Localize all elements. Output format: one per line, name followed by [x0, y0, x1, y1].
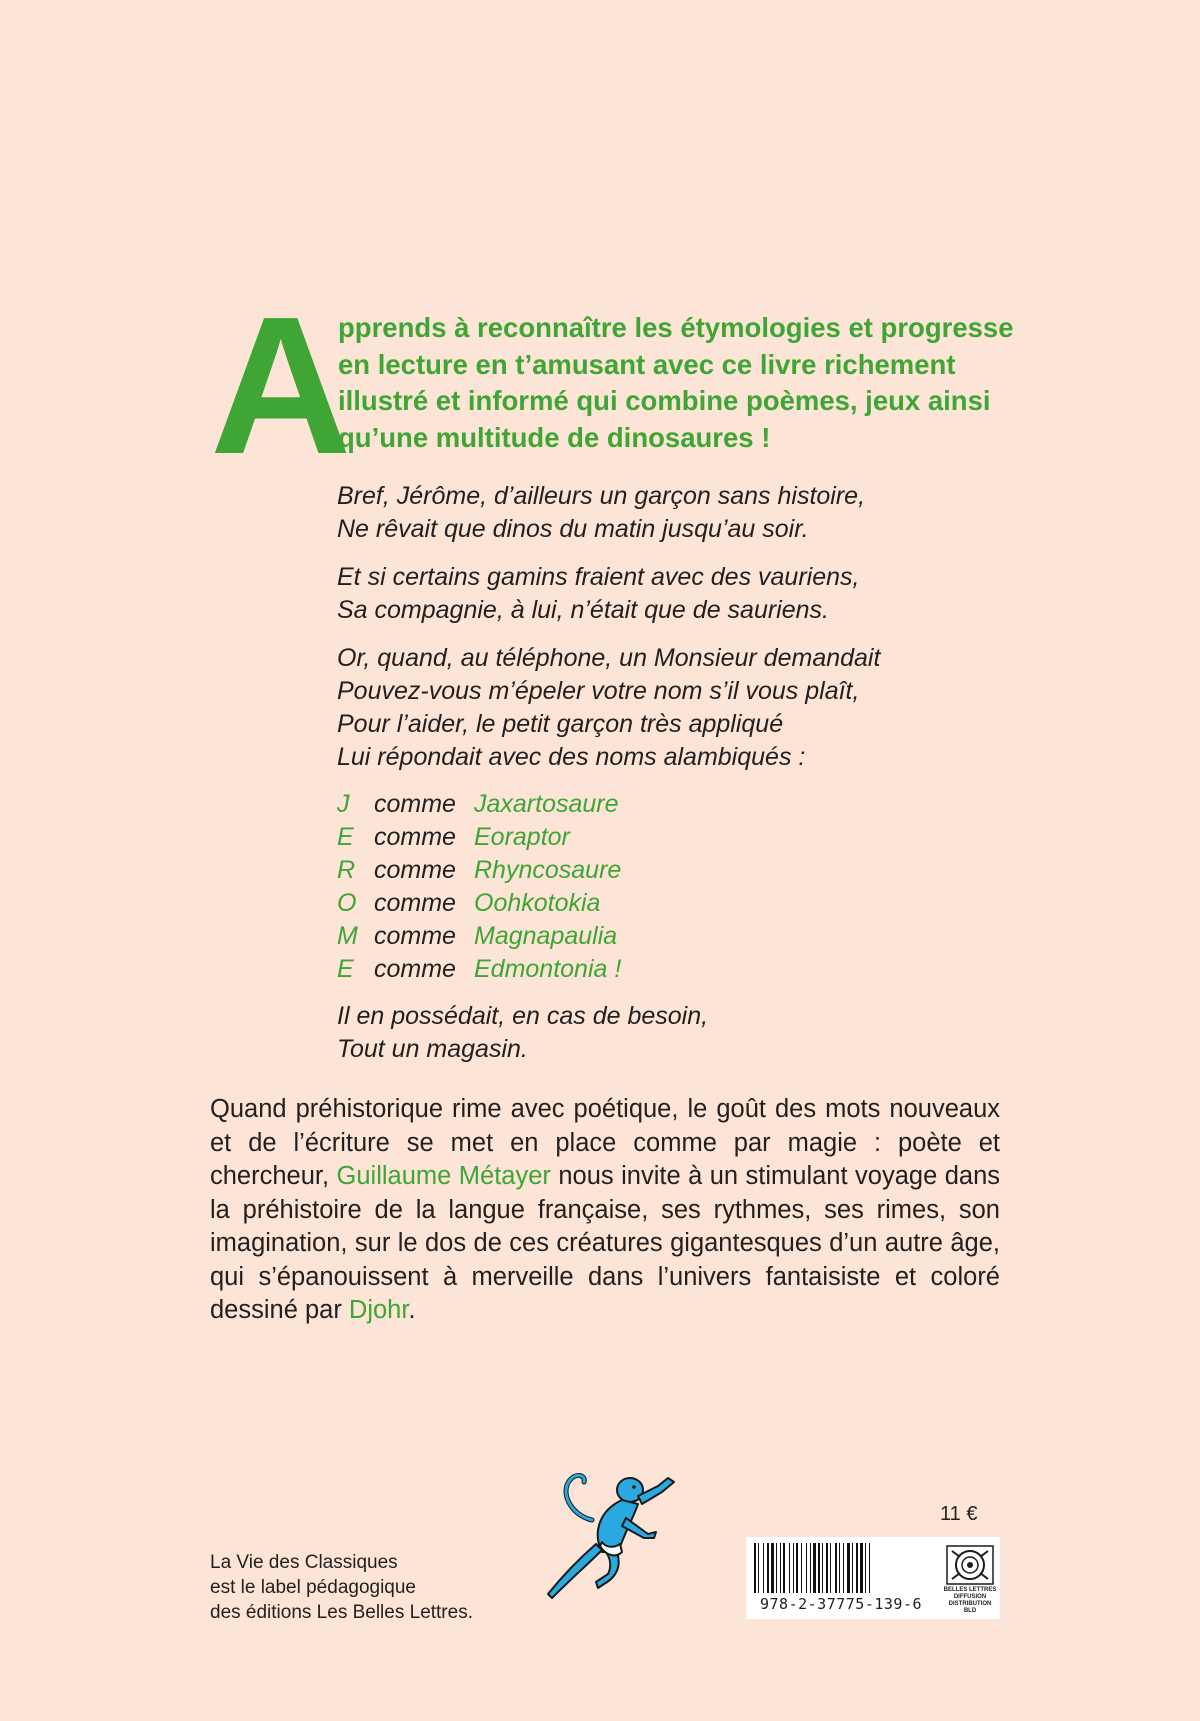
- distributor-line: BLD: [963, 1608, 977, 1614]
- barcode-bar: [767, 1543, 769, 1593]
- barcode-bar: [771, 1543, 774, 1593]
- intro-line: illustré et informé qui combine poèmes, jeux ainsi: [338, 385, 991, 416]
- poem-line: Or, quand, au téléphone, un Monsieur demandait: [337, 644, 881, 672]
- poem-line: Lui répondait avec des noms alambiqués :: [337, 743, 806, 771]
- barcode-bar: [810, 1543, 811, 1593]
- publisher-note-line: est le label pédagogique: [210, 1577, 417, 1598]
- description-text: .: [408, 1296, 416, 1324]
- barcode-bar: [856, 1543, 858, 1593]
- poem-line: Ne rêvait que dinos du matin jusqu’au soir.: [337, 515, 809, 543]
- barcode-bar: [796, 1543, 798, 1593]
- distributor-text: [942, 1587, 998, 1615]
- barcode-block: [746, 1537, 1000, 1619]
- barcode-bar: [835, 1543, 837, 1593]
- acrostic-row: [337, 821, 1037, 854]
- dinosaur-name: Magnapaulia: [474, 922, 618, 950]
- acrostic-row: [337, 854, 1037, 887]
- acrostic-letter: E: [337, 955, 354, 983]
- isbn-number: 978-2-37775-139-6: [759, 1595, 923, 1613]
- illustrator-name: Djohr: [348, 1296, 409, 1324]
- poem-line: Pouvez-vous m’épeler votre nom s’il vous plaît,: [337, 677, 860, 705]
- publisher-note-line: La Vie des Classiques: [210, 1552, 398, 1573]
- acrostic-comme: comme: [374, 823, 456, 851]
- acrostic-row: [337, 788, 1037, 821]
- barcode-bar: [826, 1543, 828, 1593]
- barcode-bar: [813, 1543, 816, 1593]
- barcode-bar: [852, 1543, 853, 1593]
- intro-line: pprends à reconnaître les étymologies et progresse: [338, 312, 1014, 343]
- dinosaur-name: Edmontonia !: [474, 955, 622, 983]
- acrostic-letter: O: [337, 889, 357, 917]
- barcode-bar: [860, 1543, 863, 1593]
- dinosaur-name: Eoraptor: [474, 823, 570, 851]
- barcode-bar: [754, 1543, 756, 1593]
- acrostic-comme: comme: [374, 955, 456, 983]
- barcode-bar: [763, 1543, 764, 1593]
- acrostic-letter: R: [337, 856, 356, 884]
- poem-stanza-1: [337, 480, 1037, 546]
- barcode-bar: [780, 1543, 781, 1593]
- poem-line: Pour l’aider, le petit garçon très appliqué: [337, 710, 784, 738]
- poem-line: Il en possédait, en cas de besoin,: [337, 1002, 709, 1030]
- barcode-bar: [758, 1543, 759, 1593]
- barcode-bar: [789, 1543, 790, 1593]
- acrostic-list: [337, 788, 1037, 986]
- acrostic-comme: comme: [374, 790, 456, 818]
- dinosaur-name: Oohkotokia: [474, 889, 601, 917]
- acrostic-row: [337, 920, 1037, 953]
- acrostic-letter: M: [337, 922, 358, 950]
- barcode-bar: [869, 1543, 870, 1593]
- dinosaur-name: Jaxartosaure: [474, 790, 619, 818]
- barcode-bar: [822, 1543, 823, 1593]
- distributor-line: DISTRIBUTION: [948, 1601, 992, 1607]
- publisher-note-line: des éditions Les Belles Lettres.: [210, 1602, 473, 1623]
- barcode-bar: [865, 1543, 866, 1593]
- distributor-logo-icon: [946, 1545, 994, 1585]
- book-description: [210, 1093, 1000, 1328]
- barcode-bar: [793, 1543, 794, 1593]
- barcode-bar: [776, 1543, 777, 1593]
- barcode-bar: [843, 1543, 844, 1593]
- intro-line: qu’une multitude de dinosaures !: [338, 421, 771, 453]
- barcode-bar: [847, 1543, 850, 1593]
- author-name: Guillaume Métayer: [336, 1162, 551, 1190]
- dinosaur-name: Rhyncosaure: [474, 856, 622, 884]
- acrostic-comme: comme: [374, 856, 456, 884]
- poem-line: Et si certains gamins fraient avec des vauriens,: [337, 563, 860, 591]
- description-text: nous invite à un stimulant voyage dans la préhistoire de la langue française, ses rythmes, ses rimes, son imagination, sur le dos de ces créatures gigantesques d’un autre âge, qui s’épanouissent à merveille dans l’univers fantaisiste et coloré dessiné par: [210, 1162, 1001, 1324]
- intro-block: [210, 276, 1014, 495]
- acrostic-comme: comme: [374, 889, 456, 917]
- acrostic-comme: comme: [374, 922, 456, 950]
- poem-stanza-3: [337, 642, 1037, 774]
- poem-line: Sa compagnie, à lui, n’était que de sauriens.: [337, 596, 829, 624]
- acrostic-row: [337, 887, 1037, 920]
- barcode-bar: [830, 1543, 831, 1593]
- barcode-bar: [783, 1543, 785, 1593]
- barcode-icon: [752, 1543, 932, 1595]
- acrostic-row: [337, 953, 1037, 986]
- description-text: Quand préhistorique rime avec poétique, le goût des mots nouveaux et de l’écriture se met en place comme par magie : poète et chercheur,: [210, 1095, 1000, 1190]
- monkey-logo-icon: [530, 1460, 690, 1610]
- acrostic-letter: E: [337, 823, 354, 851]
- poem-line: Tout un magasin.: [337, 1035, 528, 1063]
- poem-line: Bref, Jérôme, d’ailleurs un garçon sans histoire,: [337, 482, 866, 510]
- barcode-bar: [818, 1543, 820, 1593]
- intro-text: [338, 310, 1018, 456]
- poem-stanza-2: [337, 561, 1037, 627]
- acrostic-letter: J: [337, 790, 350, 818]
- barcode-bar: [839, 1543, 840, 1593]
- barcode-bar: [801, 1543, 802, 1593]
- intro-line: en lecture en t’amusant avec ce livre richement: [338, 348, 956, 380]
- barcode-bar: [806, 1543, 807, 1593]
- price-label: 11 €: [940, 1503, 978, 1525]
- distributor-line: DIFFUSION: [953, 1594, 987, 1600]
- distributor-line: BELLES LETTRES: [943, 1587, 997, 1593]
- poem-stanza-4: [337, 1000, 1037, 1066]
- drop-cap: A: [210, 276, 352, 495]
- publisher-note: [210, 1550, 510, 1625]
